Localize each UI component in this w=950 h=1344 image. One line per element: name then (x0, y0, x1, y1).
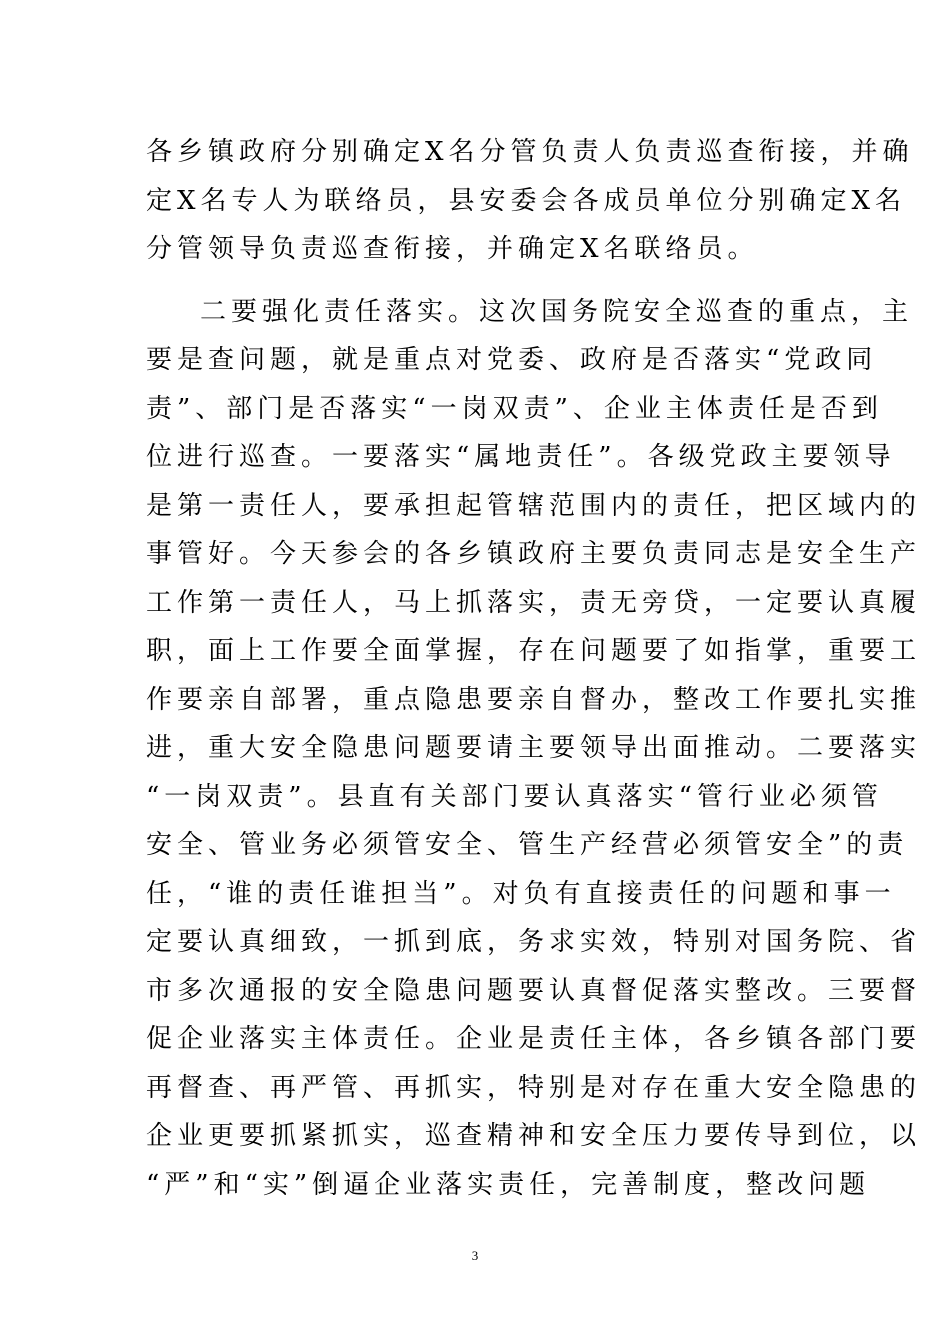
text-line: “严”和“实”倒逼企业落实责任，完善制度，整改问题 (146, 1169, 871, 1200)
body-text (146, 128, 922, 1209)
text-line: 再督查、再严管、再抓实，特别是对存在重大安全隐患的 (146, 1072, 922, 1103)
text-line: 企业更要抓紧抓实，巡查精神和安全压力要传导到位，以 (146, 1121, 922, 1151)
text-line: 促企业落实主体责任。企业是责任主体，各乡镇各部门要 (146, 1024, 922, 1054)
text-line: 定X名专人为联络员，县安委会各成员单位分别确定X名 (146, 185, 907, 216)
text-line: 工作第一责任人，马上抓落实，责无旁贷，一定要认真履 (146, 587, 922, 618)
text-line: 作要亲自部署，重点隐患要亲自督办，整改工作要扎实推 (146, 684, 922, 715)
text-line: 是第一责任人，要承担起管辖范围内的责任，把区域内的 (146, 490, 922, 521)
text-line: 进，重大安全隐患问题要请主要领导出面推动。二要落实 (146, 733, 922, 763)
text-line: 二要强化责任落实。这次国务院安全巡查的重点，主 (200, 296, 914, 327)
text-line: 职，面上工作要全面掌握，存在问题要了如指掌，重要工 (146, 636, 922, 666)
text-line: 位进行巡查。一要落实“属地责任”。各级党政主要领导 (146, 442, 896, 472)
text-line: 分管领导负责巡查衔接，并确定X名联络员。 (146, 234, 759, 264)
text-line: 责”、部门是否落实“一岗双责”、企业主体责任是否到 (146, 393, 883, 424)
text-line: 事管好。今天参会的各乡镇政府主要负责同志是安全生产 (146, 539, 922, 569)
text-line: 市多次通报的安全隐患问题要认真督促落实整改。三要督 (146, 975, 922, 1006)
text-line: 要是查问题，就是重点对党委、政府是否落实“党政同 (146, 345, 878, 375)
page-number: 3 (471, 1248, 479, 1263)
text-line: 定要认真细致，一抓到底，务求实效，特别对国务院、省 (146, 927, 922, 957)
paragraph-gap (146, 274, 810, 288)
text-line: 安全、管业务必须管安全、管生产经营必须管安全”的责 (146, 830, 909, 860)
text-line: 任，“谁的责任谁担当”。对负有直接责任的问题和事一 (146, 878, 896, 909)
text-line: “一岗双责”。县直有关部门要认真落实“管行业必须管 (146, 781, 883, 812)
text-line: 各乡镇政府分别确定X名分管负责人负责巡查衔接，并确 (146, 137, 914, 167)
